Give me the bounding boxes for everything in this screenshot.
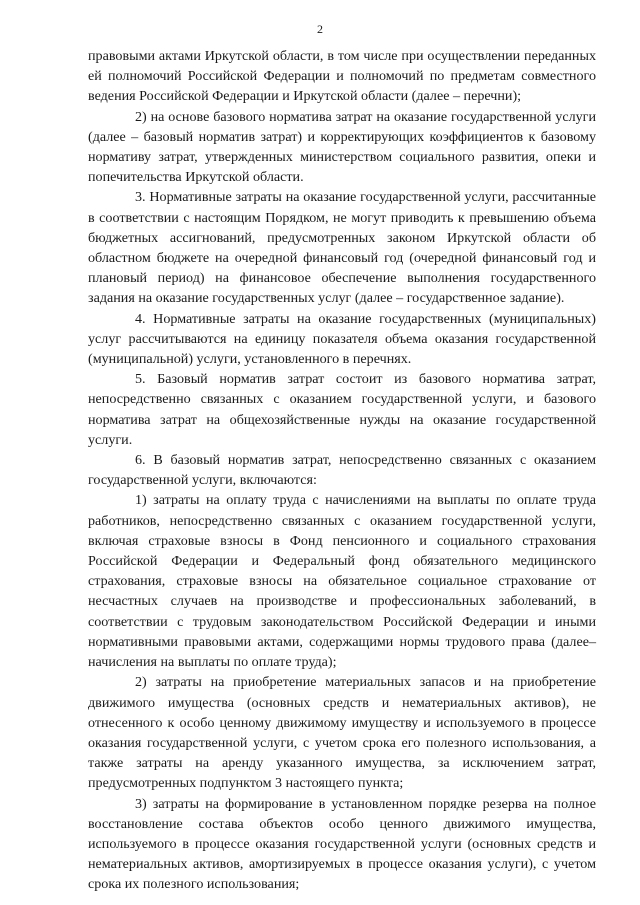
paragraph-continuation: правовыми актами Иркутской области, в том числе при осуществлении переданных ей полномочий Российской Федерации и полномочий по предметам совместного ведения Российской Федерации и Иркутской области (далее – перечни); <box>88 48 596 105</box>
paragraph-6-item-1-labor: 1) затраты на оплату труда с начислениями на выплаты по оплате труда работников, непосредственно связанных с оказанием государственной услуги, включая страховые взносы в Фонд пенсионного и социального страхования Российской Федерации и Федеральный фонд обязательного медицинского страхования, страховые взносы на обязательное социальное страхование от несчастных случаев на производстве и профессиональных заболеваний, в соответствии с трудовым законодательством Российской Федерации и иными нормативными правовыми актами, содержащими нормы трудового права (далее– начисления на выплаты по оплате труда); <box>88 492 596 671</box>
paragraph-4-unit-calculation: 4. Нормативные затраты на оказание государственных (муниципальных) услуг рассчитываются на единицу показателя объема оказания государственной (муниципальной) услуги, установленного в перечнях. <box>88 310 596 368</box>
paragraph-6-item-2-materials: 2) затраты на приобретение материальных запасов и на приобретение движимого имущества (основных средств и нематериальных активов), не отнесенного к особо ценному движимому имуществу и используемого в процессе оказания государственной услуги, с учетом срока его полезного использования, а также затраты на аренду указанного имущества, за исключением затрат, предусмотренных подпунктом 3 настоящего пункта; <box>88 674 596 792</box>
paragraph-3-budget-limit: 3. Нормативные затраты на оказание государственной услуги, рассчитанные в соответствии с настоящим Порядком, не могут приводить к превышению объема бюджетных ассигнований, предусмотренных законом Иркутской области об областном бюджете на очередной финансовый год (очередной финансовый год и плановый период) на финансовое обеспечение выполнения государственного задания на оказание государственных услуг (далее – государственное задание). <box>88 189 596 307</box>
paragraph-item-2-base-norm: 2) на основе базового норматива затрат на оказание государственной услуги (далее – базовый норматив затрат) и корректирующих коэффициентов к базовому нормативу затрат, утвержденных министерством социального развития, опеки и попечительства Иркутской области. <box>88 108 596 186</box>
paragraph-6-included-costs: 6. В базовый норматив затрат, непосредственно связанных с оказанием государственной услуги, включаются: <box>88 452 596 489</box>
paragraph-6-item-3-reserve: 3) затраты на формирование в установленном порядке резерва на полное восстановление состава объектов особо ценного движимого имущества, используемого в процессе оказания государственной услуги (основных средств и нематериальных активов, амортизируемых в процессе оказания услуги), с учетом срока их полезного использования; <box>88 795 596 893</box>
page-number: 2 <box>317 22 323 36</box>
document-body <box>88 46 596 895</box>
paragraph-5-base-norm-structure: 5. Базовый норматив затрат состоит из базового норматива затрат, непосредственно связанных с оказанием государственной услуги, и базового норматива затрат на общехозяйственные нужды на оказание государственной услуги. <box>88 371 596 448</box>
